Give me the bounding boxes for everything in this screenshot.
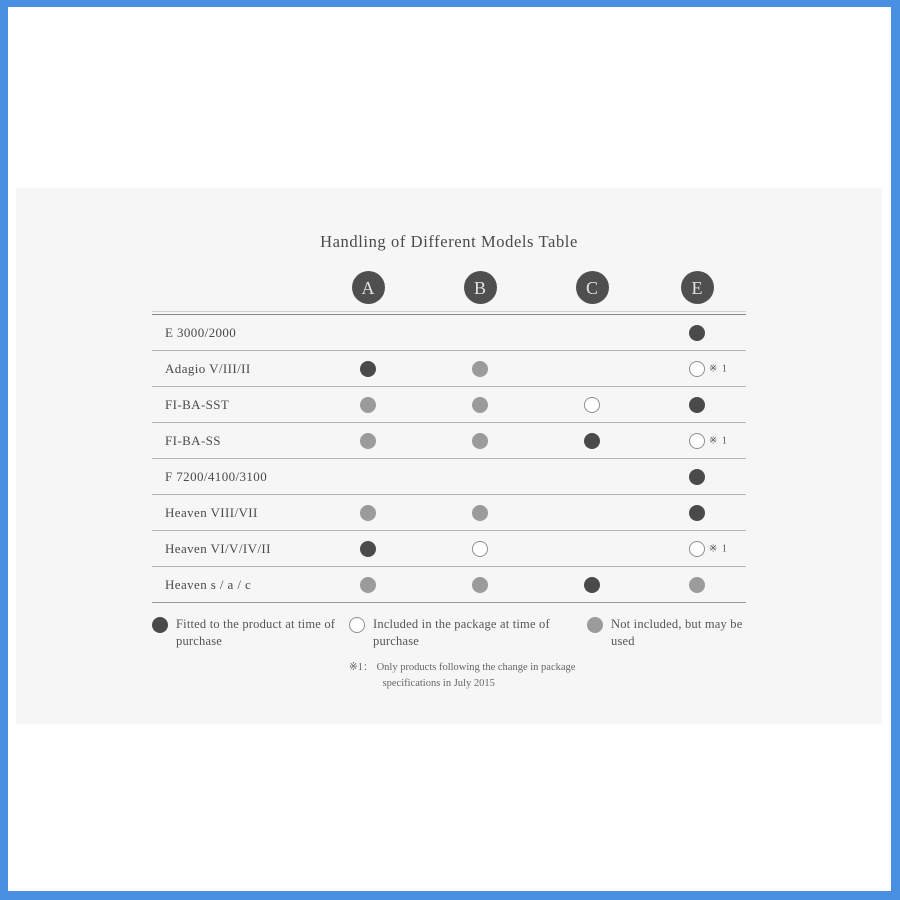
table-cell	[536, 531, 648, 566]
maybe-dot-icon	[360, 577, 376, 593]
legend-label: Not included, but may be used	[611, 617, 743, 648]
maybe-dot-icon	[360, 505, 376, 521]
maybe-dot-icon	[360, 397, 376, 413]
table-cell	[312, 315, 424, 350]
row-label: Heaven VI/V/IV/II	[165, 540, 271, 556]
content-panel	[16, 188, 882, 724]
included-dot-icon	[472, 541, 488, 557]
maybe-dot-icon	[360, 433, 376, 449]
maybe-dot-icon	[472, 505, 488, 521]
page-title: Handling of Different Models Table	[320, 232, 578, 251]
table-cell	[648, 495, 746, 530]
fitted-dot-icon	[152, 617, 168, 633]
table-section	[152, 231, 746, 691]
row-label: Heaven VIII/VII	[165, 504, 258, 520]
table-row	[152, 495, 746, 531]
included-dot-icon	[689, 433, 705, 449]
table-cell	[424, 567, 536, 602]
maybe-dot-icon	[689, 577, 705, 593]
table-cell	[424, 387, 536, 422]
row-label: E 3000/2000	[165, 324, 237, 340]
maybe-dot-icon	[472, 577, 488, 593]
table-cell	[424, 531, 536, 566]
table-row	[152, 315, 746, 351]
fitted-dot-icon	[360, 361, 376, 377]
footnote-ref: ※ 1	[709, 435, 728, 446]
table-row	[152, 567, 746, 603]
maybe-dot-icon	[472, 397, 488, 413]
row-label: Heaven s / a / c	[165, 576, 252, 592]
row-label: FI-BA-SST	[165, 396, 230, 412]
table-cell	[424, 459, 536, 494]
column-circle-icon: B	[464, 271, 497, 304]
table-row	[152, 423, 746, 459]
table-row	[152, 459, 746, 495]
legend-item-fitted	[152, 616, 349, 650]
table-cell	[312, 531, 424, 566]
fitted-dot-icon	[689, 505, 705, 521]
table-cell	[536, 387, 648, 422]
row-label: FI-BA-SS	[165, 432, 221, 448]
table-cell	[648, 315, 746, 350]
table-cell	[648, 459, 746, 494]
included-dot-icon	[689, 361, 705, 377]
table-cell	[424, 423, 536, 458]
column-header-a	[312, 271, 424, 304]
column-circle-icon: A	[352, 271, 385, 304]
column-circle-icon: C	[576, 271, 609, 304]
footnote-line2: specifications in July 2015	[382, 677, 495, 689]
table-cell	[312, 567, 424, 602]
table-row	[152, 531, 746, 567]
table-cell	[312, 459, 424, 494]
column-header-b	[424, 271, 536, 304]
table-cell	[424, 495, 536, 530]
legend	[152, 616, 746, 650]
row-label: F 7200/4100/3100	[165, 468, 268, 484]
table-cell	[648, 387, 746, 422]
table-cell	[648, 423, 746, 458]
fitted-dot-icon	[689, 469, 705, 485]
column-header-e	[648, 271, 746, 304]
table-cell	[424, 315, 536, 350]
table-cell	[312, 351, 424, 386]
included-dot-icon	[584, 397, 600, 413]
table-cell	[648, 351, 746, 386]
footnote-marker: ※1：	[349, 661, 374, 673]
legend-label: Included in the package at time of purchase	[373, 617, 550, 648]
fitted-dot-icon	[584, 577, 600, 593]
maybe-dot-icon	[587, 617, 603, 633]
table-cell	[536, 351, 648, 386]
column-header-row	[152, 271, 746, 304]
footnote-ref: ※ 1	[709, 363, 728, 374]
column-circle-icon: E	[681, 271, 714, 304]
column-header-c	[536, 271, 648, 304]
table-cell	[648, 531, 746, 566]
legend-label: Fitted to the product at time of purchase	[176, 617, 336, 648]
table-row	[152, 387, 746, 423]
table-cell	[648, 567, 746, 602]
footnote-text	[377, 660, 576, 692]
legend-item-maybe	[587, 616, 746, 650]
legend-item-included	[349, 616, 587, 650]
included-dot-icon	[349, 617, 365, 633]
table-cell	[312, 495, 424, 530]
fitted-dot-icon	[584, 433, 600, 449]
maybe-dot-icon	[472, 361, 488, 377]
table-cell	[536, 315, 648, 350]
included-dot-icon	[689, 541, 705, 557]
row-label: Adagio V/III/II	[165, 360, 251, 376]
table-cell	[536, 567, 648, 602]
fitted-dot-icon	[689, 325, 705, 341]
table-cell	[536, 495, 648, 530]
table-row	[152, 351, 746, 387]
table-cell	[312, 387, 424, 422]
fitted-dot-icon	[360, 541, 376, 557]
table-cell	[312, 423, 424, 458]
maybe-dot-icon	[472, 433, 488, 449]
footnote-ref: ※ 1	[709, 543, 728, 554]
footnote-line1: Only products following the change in package	[376, 661, 576, 673]
footnote	[349, 660, 746, 692]
table-cell	[536, 459, 648, 494]
table-cell	[424, 351, 536, 386]
table-cell	[536, 423, 648, 458]
fitted-dot-icon	[689, 397, 705, 413]
models-table	[152, 315, 746, 603]
